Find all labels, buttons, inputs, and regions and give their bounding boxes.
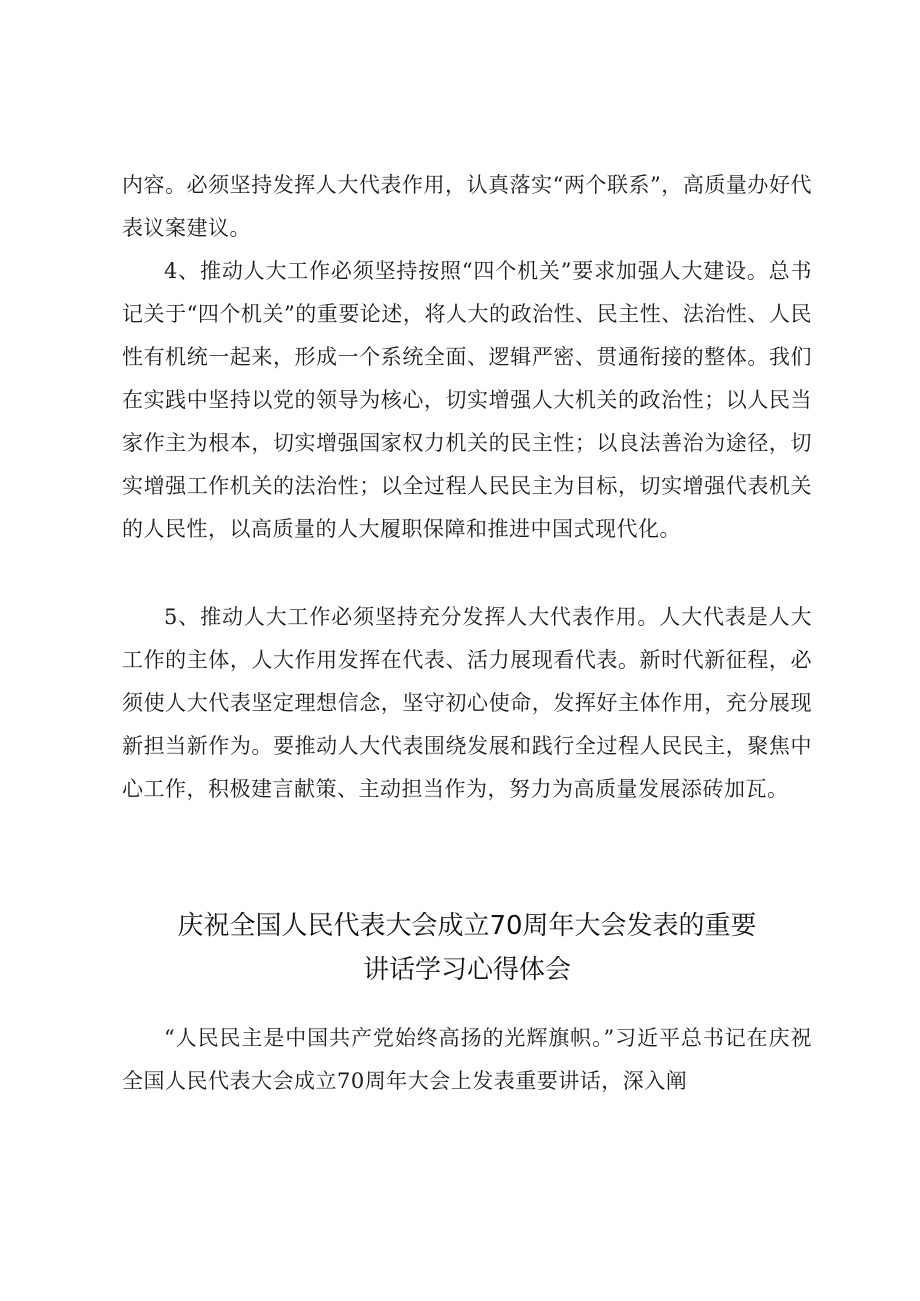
paragraph-point-5 [122,596,812,811]
section-title-line-2: 讲话学习心得体会 [362,955,571,985]
section-title [122,904,812,992]
paragraph-text: 4、推动人大工作必须坚持按照“四个机关”要求加强人大建设。总书记关于“四个机关”的重要论述，将人大的政治性、民主性、法治性、人民性有机统一起来，形成一个系统全面、逻辑严密、贯通衔接的整体。我们在实践中坚持以党的领导为核心，切实增强人大机关的政治性；以人民当家作主为根本，切实增强国家权力机关的民主性；以良法善治为途径，切实增强工作机关的法治性；以全过程人民民主为目标，切实增强代表机关的人民性，以高质量的人大履职保障和推进中国式现代化。 [122,259,812,541]
paragraph-intro [122,1017,812,1103]
paragraph-text: “人民民主是中国共产党始终高扬的光辉旗帜。”习近平总书记在庆祝全国人民代表大会成立70周年大会上发表重要讲话，深入阐 [122,1026,812,1093]
paragraph-text: 5、推动人大工作必须坚持充分发挥人大代表作用。人大代表是人大工作的主体，人大作用发挥在代表、活力展现看代表。新时代新征程，必须使人大代表坚定理想信念，坚守初心使命，发挥好主体作用，充分展现新担当新作为。要推动人大代表围绕发展和践行全过程人民民主，聚焦中心工作，积极建言献策、主动担当作为，努力为高质量发展添砖加瓦。 [122,605,812,801]
section-title-line-1: 庆祝全国人民代表大会成立70周年大会发表的重要 [177,911,757,941]
paragraph-point-4 [122,250,812,551]
paragraph-text: 内容。必须坚持发挥人大代表作用，认真落实“两个联系”，高质量办好代表议案建议。 [122,173,812,240]
paragraph-continuation [122,164,812,250]
